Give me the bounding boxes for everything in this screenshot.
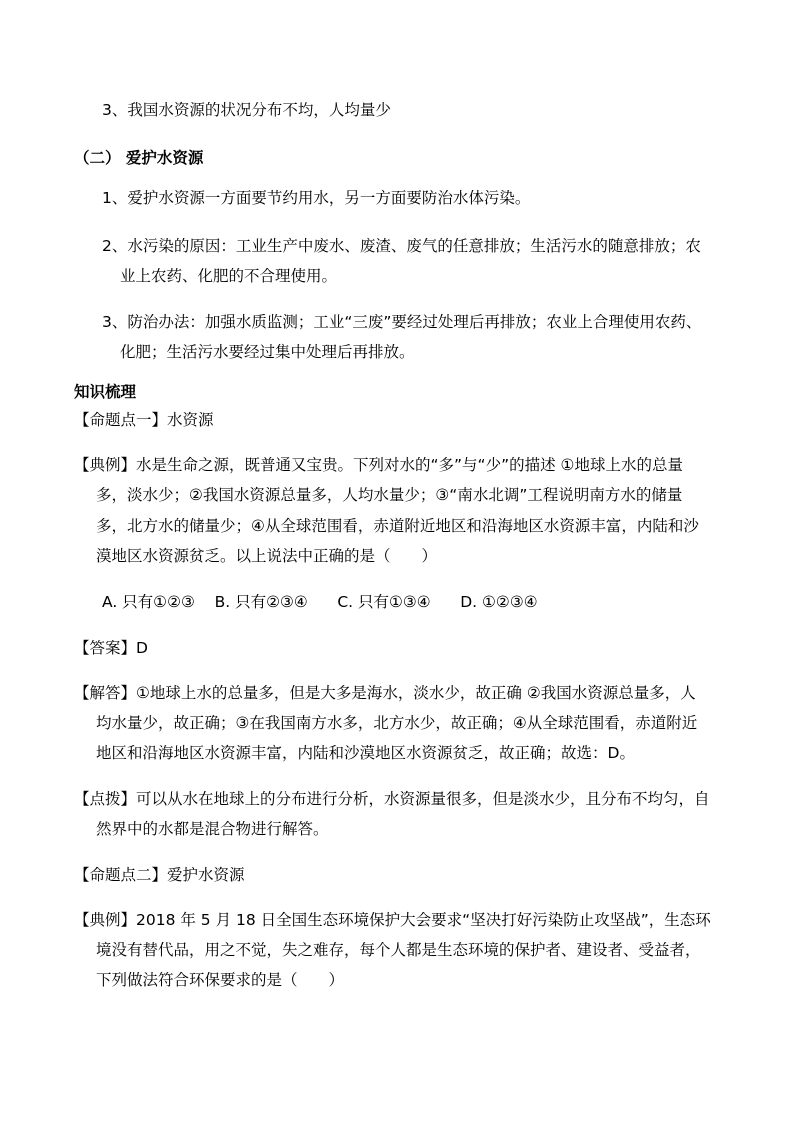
section-heading-protect-water: （二） 爱护水资源 xyxy=(74,149,204,167)
example-2-line-3: 下列做法符合环保要求的是（ ） xyxy=(96,971,345,989)
point-2-line-2: 业上农药、化肥的不合理使用。 xyxy=(120,267,338,285)
topic-1-heading: 【命题点一】水资源 xyxy=(74,411,214,429)
solution-line-1: 【解答】①地球上水的总量多，但是大多是海水，淡水少，故正确 ②我国水资源总量多，人 xyxy=(74,684,696,702)
example-1-options: A. 只有①②③ B. 只有②③④ C. 只有①③④ D. ①②③④ xyxy=(102,593,538,611)
example-2-line-1: 【典例】2018 年 5 月 18 日全国生态环境保护大会要求“坚决打好污染防止攻坚战”，生态环 xyxy=(74,911,711,929)
solution-line-2: 均水量少，故正确；③在我国南方水多，北方水少，故正确；④从全球范围看，赤道附近 xyxy=(96,714,698,732)
example-2-line-2: 境没有替代品，用之不觉，失之难存，每个人都是生态环境的保护者、建设者、受益者， xyxy=(96,941,701,959)
topic-2-heading: 【命题点二】爱护水资源 xyxy=(74,866,245,884)
point-2-line-1: 2、水污染的原因：工业生产中废水、废渣、废气的任意排放；生活污水的随意排放；农 xyxy=(102,237,701,255)
point-3-line-2: 化肥；生活污水要经过集中处理后再排放。 xyxy=(120,343,415,361)
item-3-water-distribution: 3、我国水资源的状况分布不均，人均量少 xyxy=(102,101,391,119)
example-1-line-2: 多，淡水少；②我国水资源总量多，人均水量少；③“南水北调”工程说明南方水的储量 xyxy=(96,486,683,504)
answer: 【答案】D xyxy=(74,639,148,657)
example-1-line-3: 多，北方水的储量少；④从全球范围看，赤道附近地区和沿海地区水资源丰富，内陆和沙 xyxy=(96,517,699,535)
point-3-line-1: 3、防治办法：加强水质监测；工业“三废”要经过处理后再排放；农业上合理使用农药、 xyxy=(102,313,702,331)
solution-line-3: 地区和沿海地区水资源丰富，内陆和沙漠地区水资源贫乏，故正确；故选：D。 xyxy=(96,744,635,762)
point-1: 1、爱护水资源一方面要节约用水，另一方面要防治水体污染。 xyxy=(102,189,531,207)
knowledge-title: 知识梳理 xyxy=(74,383,137,401)
example-1-line-1: 【典例】水是生命之源，既普通又宝贵。下列对水的“多”与“少”的描述 ①地球上水的总量 xyxy=(74,456,683,474)
tip-line-1: 【点拨】可以从水在地球上的分布进行分析，水资源量很多，但是淡水少，且分布不均匀，自 xyxy=(74,790,710,808)
example-1-line-4: 漠地区水资源贫乏。以上说法中正确的是（ ） xyxy=(96,547,438,565)
tip-line-2: 然界中的水都是混合物进行解答。 xyxy=(96,820,329,838)
